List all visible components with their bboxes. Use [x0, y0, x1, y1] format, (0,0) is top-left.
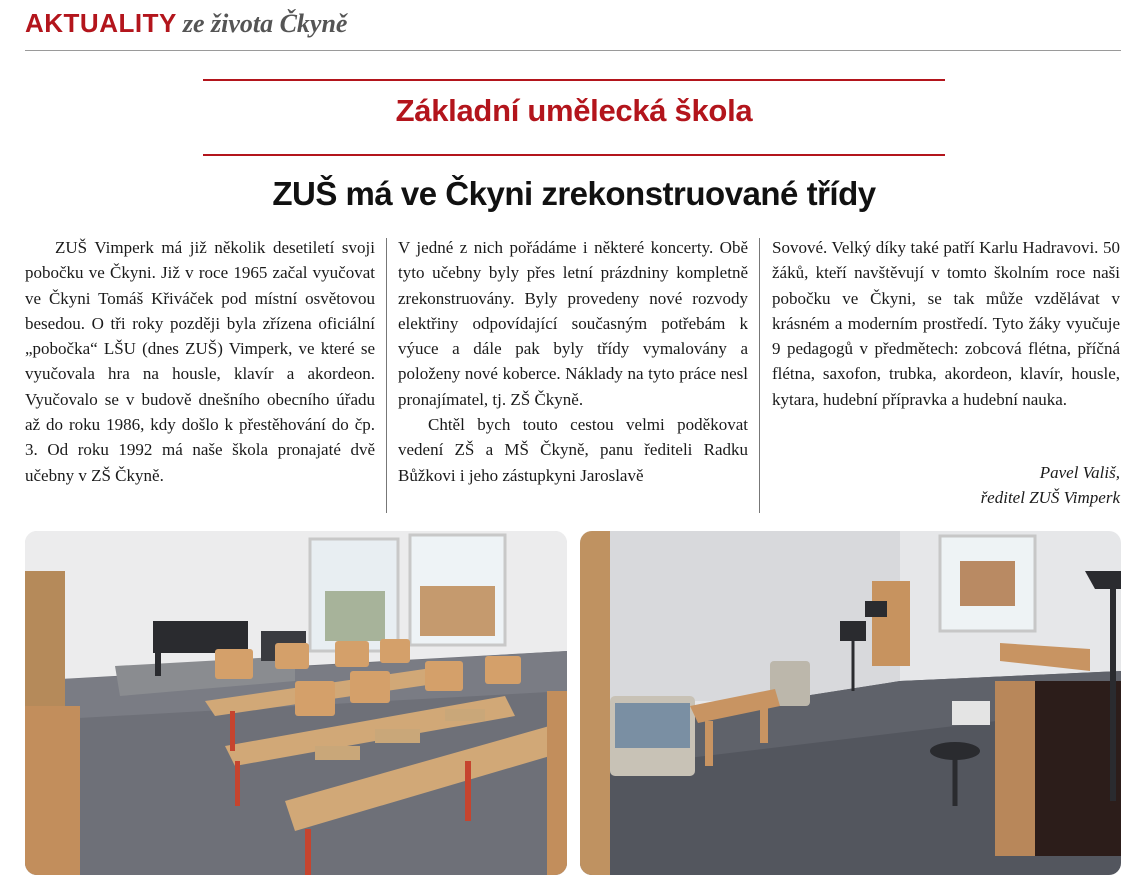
signature-name: Pavel Vališ, [1039, 463, 1120, 482]
page-header [25, 8, 347, 42]
signature-role: ředitel ZUŠ Vimperk [980, 488, 1120, 507]
header-subtitle: ze života Čkyně [182, 9, 348, 38]
classroom-photo-lounge [580, 531, 1121, 875]
header-section-label: AKTUALITY [25, 8, 177, 38]
article-column-3 [772, 235, 1120, 412]
classroom-photo-desks [25, 531, 567, 875]
column-divider [759, 238, 760, 513]
column-divider [386, 238, 387, 513]
section-title: Základní umělecká škola [395, 93, 753, 128]
signature [772, 460, 1120, 510]
paragraph: V jedné z nich pořádáme i některé koncerty. Obě tyto učebny byly přes letní prázdniny kompletně zrekonstruovány. Byly provedeny nové rozvody elektřiny odpovídající současným potřebám k výuce a dále pak byly třídy vymalovány a položeny nové koberce. Náklady na tyto práce nesl pronajímatel, tj. ZŠ Čkyně. [398, 238, 748, 409]
section-top-rule [203, 79, 945, 81]
section-bottom-rule [203, 154, 945, 156]
header-divider [25, 50, 1121, 51]
article-headline: ZUŠ má ve Čkyni zrekonstruované třídy [272, 175, 876, 212]
paragraph: Chtěl bych touto cestou velmi poděkovat vedení ZŠ a MŠ Čkyně, panu řediteli Radku Bůžkovi i jeho zástupkyni Jaroslavě [398, 415, 748, 485]
article-column-1 [25, 235, 375, 488]
paragraph: Sovové. Velký díky také patří Karlu Hadravovi. 50 žáků, kteří navštěvují v tomto školním roce naši pobočku ve Čkyni, se tak může vzdělávat v krásném a moderním prostředí. Tyto žáky vyučuje 9 pedagogů v předmětech: zobcová flétna, příčná flétna, saxofon, trubka, akordeon, klavír, housle, kytara, hudební přípravka a hudební nauka. [772, 238, 1120, 409]
paragraph: ZUŠ Vimperk má již několik desetiletí svoji pobočku ve Čkyni. Již v roce 1965 začal vyučovat ve Čkyni Tomáš Křiváček pod místní osvětovou besedou. O tři roky později byla zřízena oficiální „pobočka“ LŠU (dnes ZUŠ) Vimperk, ve které se vyučovala hra na housle, klavír a akordeon. Vyučovalo se v budově dnešního obecního úřadu až do roku 1986, kdy došlo k přestěhování do čp. 3. Od roku 1992 má naše škola pronajaté dvě učebny v ZŠ Čkyně. [25, 238, 375, 485]
article-column-2 [398, 235, 748, 488]
